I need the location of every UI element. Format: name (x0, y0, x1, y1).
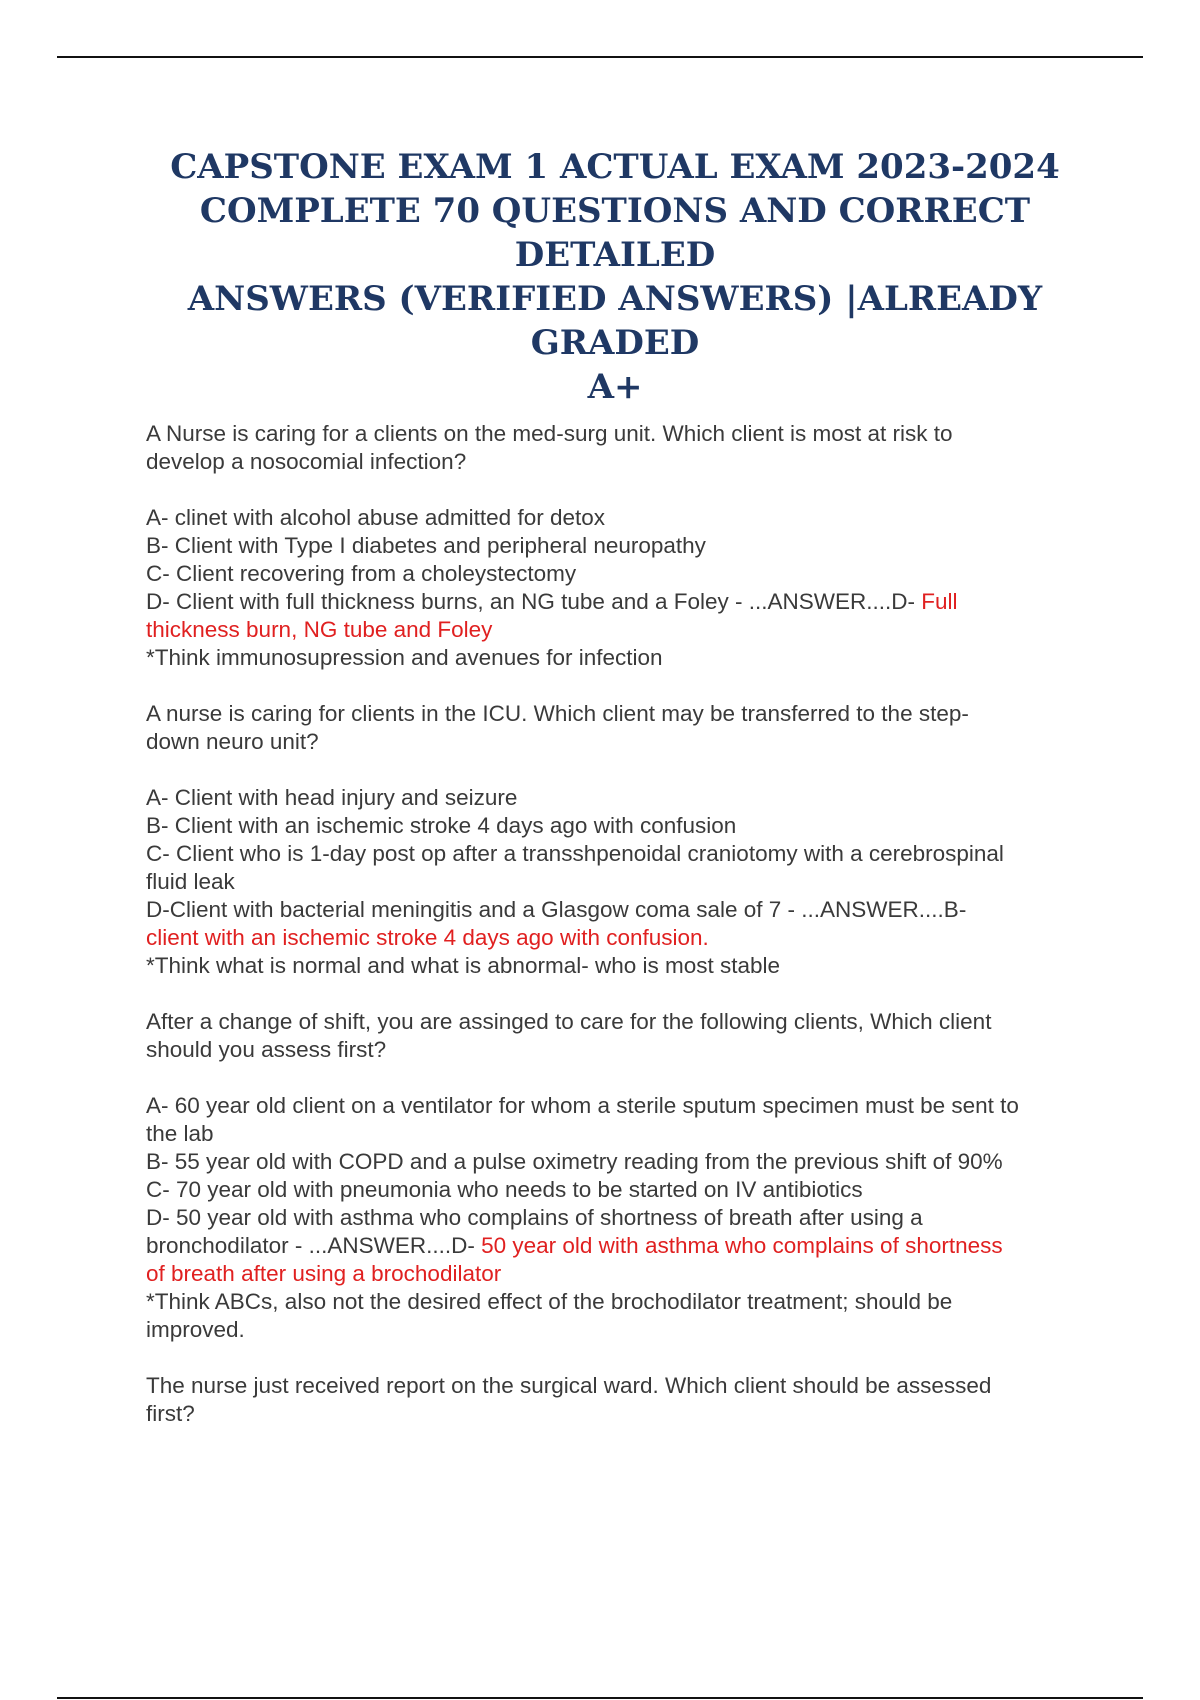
option-b: B- 55 year old with COPD and a pulse oximetry reading from the previous shift of 90% (146, 1149, 1003, 1174)
correct-answer: of breath after using a brochodilator (146, 1261, 502, 1286)
correct-answer: thickness burn, NG tube and Foley (146, 617, 493, 642)
title-line: CAPSTONE EXAM 1 ACTUAL EXAM 2023-2024 (170, 147, 1060, 187)
document-title (150, 145, 1080, 409)
question-stem: down neuro unit? (146, 729, 319, 754)
title-line: A+ (587, 367, 643, 407)
question-stem: The nurse just received report on the surgical ward. Which client should be assessed (146, 1373, 992, 1398)
question-stem: A nurse is caring for clients in the ICU. Which client may be transferred to the step- (146, 701, 969, 726)
option-c: fluid leak (146, 869, 235, 894)
rationale-note: *Think immunosupression and avenues for infection (146, 645, 663, 670)
correct-answer: Full (921, 589, 958, 614)
option-c: C- Client recovering from a choleystectomy (146, 561, 577, 586)
top-rule (57, 56, 1143, 58)
question-1 (146, 420, 1096, 672)
option-d (146, 588, 1096, 616)
question-2 (146, 700, 1096, 980)
question-stem: develop a nosocomial infection? (146, 449, 467, 474)
title-line: COMPLETE 70 QUESTIONS AND CORRECT DETAILED (199, 191, 1031, 275)
option-a: the lab (146, 1121, 214, 1146)
option-d: D- 50 year old with asthma who complains of shortness of breath after using a (146, 1205, 923, 1230)
option-a: A- 60 year old client on a ventilator for whom a sterile sputum specimen must be sent to (146, 1093, 1019, 1118)
rationale-note: improved. (146, 1317, 245, 1342)
option-c: C- Client who is 1-day post op after a transshpenoidal craniotomy with a cerebrospinal (146, 841, 1004, 866)
question-stem: A Nurse is caring for a clients on the med-surg unit. Which client is most at risk to (146, 421, 953, 446)
option-d-text: D- Client with full thickness burns, an NG tube and a Foley - ...ANSWER....D- (146, 589, 922, 614)
option-d: D-Client with bacterial meningitis and a Glasgow coma sale of 7 - ...ANSWER....B- (146, 897, 967, 922)
question-stem: first? (146, 1401, 195, 1426)
question-4 (146, 1372, 1096, 1428)
question-3 (146, 1008, 1096, 1344)
option-b: B- Client with Type I diabetes and peripheral neuropathy (146, 533, 706, 558)
bottom-rule (57, 1697, 1143, 1699)
title-line: ANSWERS (VERIFIED ANSWERS) |ALREADY GRADED (187, 279, 1043, 363)
option-d-text: bronchodilator - ...ANSWER....D- (146, 1233, 482, 1258)
option-b: B- Client with an ischemic stroke 4 days ago with confusion (146, 813, 737, 838)
option-c: C- 70 year old with pneumonia who needs to be started on IV antibiotics (146, 1177, 863, 1202)
rationale-note: *Think ABCs, also not the desired effect of the brochodilator treatment; should be (146, 1289, 953, 1314)
correct-answer: client with an ischemic stroke 4 days ago with confusion. (146, 925, 709, 950)
question-stem: After a change of shift, you are assinged to care for the following clients, Which client (146, 1009, 992, 1034)
question-stem: should you assess first? (146, 1037, 387, 1062)
rationale-note: *Think what is normal and what is abnormal- who is most stable (146, 953, 781, 978)
option-d (146, 1232, 1096, 1260)
document-body (146, 420, 1096, 1428)
option-a: A- Client with head injury and seizure (146, 785, 518, 810)
correct-answer: 50 year old with asthma who complains of shortness (481, 1233, 1003, 1258)
option-a: A- clinet with alcohol abuse admitted for detox (146, 505, 605, 530)
